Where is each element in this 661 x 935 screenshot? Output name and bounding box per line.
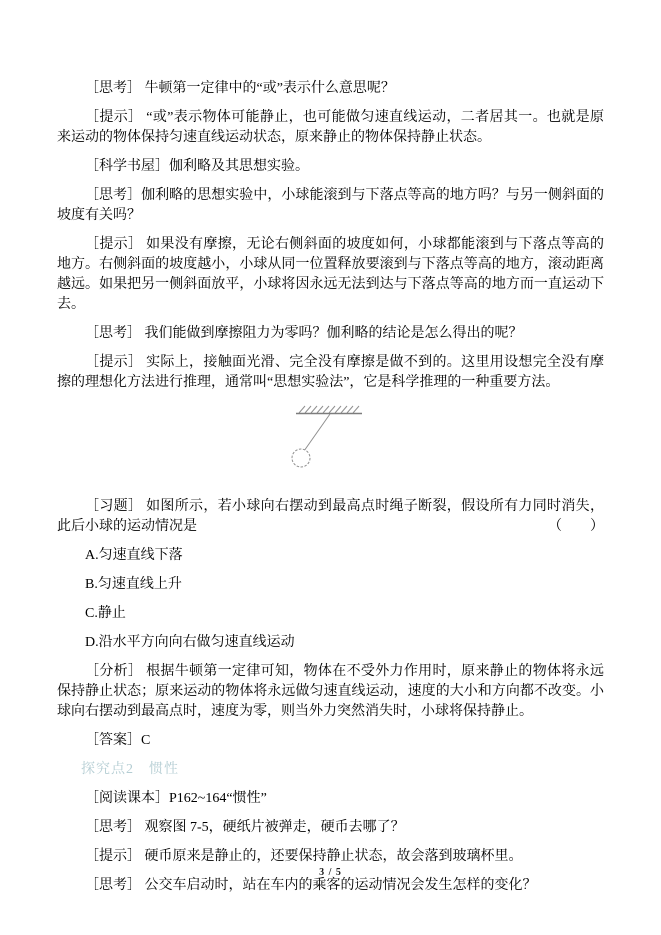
paragraph-tip-friction: ［提示］ 实际上，接触面光滑、完全没有摩擦是做不到的。这里用设想完全没有摩擦的理想化方法进行推理，通常叫“思想实验法”，它是科学推理的一种重要方法。: [57, 355, 604, 390]
option-d: D.沿水平方向向右做匀速直线运动: [85, 635, 295, 650]
paragraph-tip-coin: ［提示］ 硬币原来是静止的，还要保持静止状态，故会落到玻璃杯里。: [85, 849, 523, 864]
paragraph-think-coin: ［思考］ 观察图 7-5，硬纸片被弹走，硬币去哪了？: [85, 820, 405, 835]
paragraph-think-bus: ［思考］ 公交车启动时，站在车内的乘客的运动情况会发生怎样的变化？: [85, 878, 537, 893]
exercise-text: ［习题］ 如图所示，若小球向右摆动到最高点时绳子断裂，假设所有力同时消失，此后小球的运动情况是: [57, 499, 604, 534]
pendulum-figure: [57, 402, 604, 483]
paragraph-analysis: ［分析］ 根据牛顿第一定律可知，物体在不受外力作用时，原来静止的物体将永远保持静止状态；原来运动的物体将永远做匀速直线运动，速度的大小和方向都不改变。小球向右摆动到最高点时，速度为零，则当外力突然消失时，小球将保持静止。: [57, 664, 604, 719]
paragraph-answer: ［答案］C: [85, 733, 151, 748]
paragraph-tip-newton-or: ［提示］ “或”表示物体可能静止，也可能做匀速直线运动，二者居其一。也就是原来运动的物体保持匀速直线运动状态，原来静止的物体保持静止状态。: [57, 110, 604, 145]
paragraph-exercise: [57, 497, 604, 537]
paragraph-tip-galileo: ［提示］ 如果没有摩擦，无论右侧斜面的坡度如何，小球都能滚到与下落点等高的地方。右侧斜面的坡度越小，小球从同一位置释放要滚到与下落点等高的地方，滚动距离越远。如果把另一侧斜面放平，小球将因永远无法到达与下落点等高的地方而一直运动下去。: [57, 237, 604, 312]
option-b: B.匀速直线上升: [85, 577, 182, 592]
option-c: C.静止: [85, 606, 126, 621]
pendulum-diagram-icon: [266, 402, 396, 476]
page-number: 3 / 5: [319, 867, 342, 878]
paragraph-think-friction: ［思考］ 我们能做到摩擦阻力为零吗？伽利略的结论是怎么得出的呢？: [85, 326, 523, 341]
option-a: A.匀速直线下落: [85, 548, 183, 563]
paragraph-think-galileo: ［思考］伽利略的思想实验中，小球能滚到与下落点等高的地方吗？与另一侧斜面的坡度有关吗？: [57, 188, 604, 223]
paragraph-science-house: ［科学书屋］伽利略及其思想实验。: [85, 159, 309, 174]
paragraph-think-newton-or: ［思考］ 牛顿第一定律中的“或”表示什么意思呢？: [85, 81, 395, 96]
exercise-answer-blank: （ ）: [548, 519, 604, 534]
paragraph-read-textbook: ［阅读课本］P162~164“惯性”: [85, 791, 267, 806]
section-heading-inertia: 探究点2 惯性: [81, 762, 179, 777]
